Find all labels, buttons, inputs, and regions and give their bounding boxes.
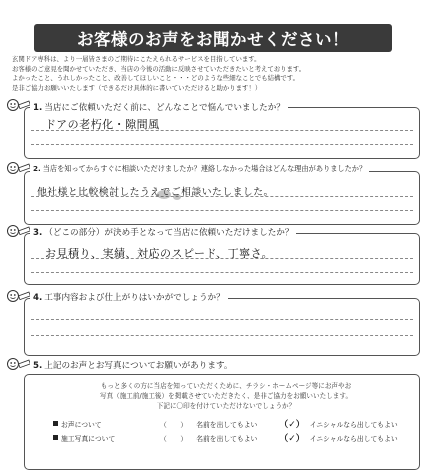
question-5-box — [24, 374, 420, 470]
consent-row-photo — [53, 431, 398, 444]
page-title: お客様のお声をお聞かせください！ — [77, 30, 349, 49]
answer-2: 他社様と比較検討したうえでご相談いたしました。 — [37, 187, 274, 198]
answer-line — [31, 319, 413, 320]
consent-label: 施工写真について — [61, 434, 116, 443]
answer-line — [31, 144, 413, 145]
q5-line: 写真（施工前/施工後）を掲載させていただきたく、是非ご協力をお願いいたします。 — [99, 392, 353, 400]
question-number: 5. — [33, 361, 43, 371]
intro-line: よかったこと、うれしかったこと、改善してほしいこと・・・どのような些細なことでも結構です。 — [12, 74, 300, 82]
question-text: 工事内容および仕上がりはいかがでしょうか？ — [44, 293, 225, 303]
header-banner — [34, 24, 392, 52]
q5-line: 下記に〇印を付けていただけないでしょうか？ — [156, 402, 296, 410]
question-4-box — [24, 298, 420, 356]
answer-1: ドアの老朽化・隙間風 — [45, 118, 160, 131]
q5-description — [51, 381, 401, 411]
question-5-heading — [30, 359, 235, 371]
smudge-mark — [157, 190, 171, 199]
question-text: （どこの部分）が決め手となって当店に依頼いただけましたか？ — [44, 228, 294, 238]
intro-line: お客様のご意見を聞かせていただき、当店の今後の活動に反映させていただきたいと考えております。 — [12, 64, 306, 73]
answer-3: お見積り、実績、対応のスピード、丁寧さ。 — [45, 247, 274, 260]
consent-option-initials: イニシャルなら出してもよい — [309, 420, 398, 429]
consent-check[interactable]: （✓） — [279, 420, 305, 430]
answer-line — [31, 335, 413, 336]
consent-label: お声について — [61, 420, 102, 429]
answer-line — [31, 272, 413, 273]
question-3-box — [24, 233, 420, 285]
question-4-heading — [30, 291, 228, 303]
consent-option-initials: イニシャルなら出してもよい — [309, 434, 398, 443]
consent-check[interactable]: （✓） — [279, 434, 305, 444]
question-1-box — [24, 107, 420, 159]
question-3-heading — [30, 226, 296, 238]
intro-line: 玄関ドア専科は、より一層皆さまのご期待にこたえられるサービスを目指しています。 — [12, 55, 261, 63]
intro-line: 是非ご協力お願いいたします（できるだけ具体的に書いていただけると助かります！） — [12, 83, 262, 92]
question-1-heading — [30, 101, 288, 113]
question-2-heading — [30, 164, 369, 174]
consent-option-name: 名前を出してもよい — [196, 434, 258, 443]
question-text: 当店を知ってからすぐに相談いただけましたか？連絡しなかった場合はどんな理由がありましたか？ — [42, 164, 367, 173]
pencil-icon — [6, 357, 32, 371]
question-2-box — [24, 171, 420, 225]
q5-line: もっと多くの方に当店を知っていただくために、チラシ・ホームページ等にお声やお — [100, 382, 352, 390]
intro-text — [12, 55, 422, 93]
question-text: 上記のお声とお写真についてお願いがあります。 — [44, 361, 233, 371]
consent-option-name: 名前を出してもよい — [196, 420, 258, 429]
answer-line — [31, 210, 413, 211]
consent-row-voice — [53, 417, 398, 430]
bullet-square — [53, 421, 58, 426]
bullet-square — [53, 435, 58, 440]
question-text: 当店にご依頼いただく前に、どんなことで悩んでいましたか？ — [44, 103, 285, 113]
question-number: 4. — [33, 293, 43, 303]
smudge-mark — [173, 194, 181, 200]
question-number: 2. — [33, 164, 41, 173]
consent-blank[interactable]: （ ） — [160, 434, 188, 443]
question-number: 1. — [33, 103, 43, 113]
question-number: 3. — [33, 228, 43, 238]
consent-blank[interactable]: （ ） — [160, 420, 188, 429]
